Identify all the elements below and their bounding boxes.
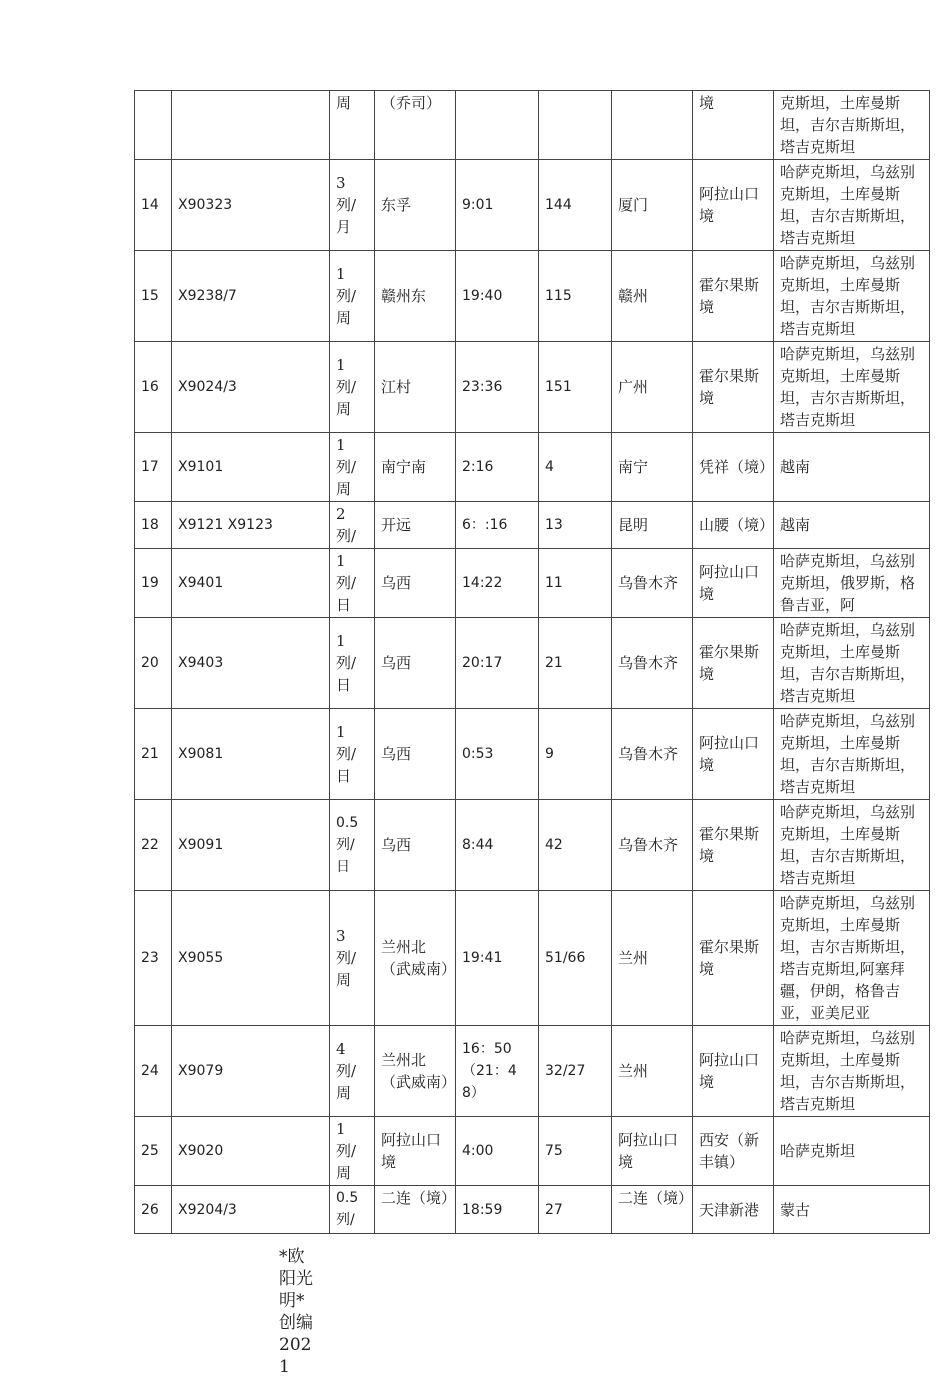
row-number: 26 (135, 1186, 172, 1234)
destination-countries: 哈萨克斯坦，乌兹别克斯坦，土库曼斯坦，吉尔吉斯斯坦，塔吉克斯坦,阿塞拜疆，伊朗，格鲁吉亚，亚美尼亚 (774, 891, 930, 1026)
train-code: X9055 (172, 891, 330, 1026)
travel-time: 27 (539, 1186, 612, 1234)
row-number: 16 (135, 342, 172, 433)
destination-countries: 哈萨克斯坦，乌兹别克斯坦，土库曼斯坦，吉尔吉斯斯坦，塔吉克斯坦 (774, 160, 930, 251)
travel-time: 144 (539, 160, 612, 251)
footer-author-note: *欧阳光明*创编2021 (279, 1247, 313, 1377)
origin-city (612, 91, 693, 160)
travel-time: 9 (539, 709, 612, 800)
exit-port: 天津新港 (693, 1186, 774, 1234)
row-number: 24 (135, 1026, 172, 1117)
train-code: X9204/3 (172, 1186, 330, 1234)
frequency: 1 列/周 (330, 433, 375, 502)
frequency: 1 列/周 (330, 251, 375, 342)
destination-countries: 哈萨克斯坦，乌兹别克斯坦，土库曼斯坦，吉尔吉斯斯坦，塔吉克斯坦 (774, 342, 930, 433)
frequency: 1 列/周 (330, 1117, 375, 1186)
table-row (135, 1117, 930, 1186)
origin-city: 乌鲁木齐 (612, 549, 693, 618)
frequency: 3 列/周 (330, 891, 375, 1026)
row-number: 14 (135, 160, 172, 251)
table-row (135, 549, 930, 618)
travel-time: 32/27 (539, 1026, 612, 1117)
table-row (135, 91, 930, 160)
departure-time: 23:36 (456, 342, 539, 433)
travel-time: 42 (539, 800, 612, 891)
table-row (135, 342, 930, 433)
train-code: X9403 (172, 618, 330, 709)
train-code: X9091 (172, 800, 330, 891)
row-number: 20 (135, 618, 172, 709)
origin-station: 东孚 (375, 160, 456, 251)
travel-time: 75 (539, 1117, 612, 1186)
table-row (135, 1186, 930, 1234)
train-code: X9401 (172, 549, 330, 618)
row-number: 19 (135, 549, 172, 618)
departure-time: 18:59 (456, 1186, 539, 1234)
frequency: 0.5 列/ (330, 1186, 375, 1234)
exit-port: 西安（新丰镇） (693, 1117, 774, 1186)
departure-time: 6：:16 (456, 502, 539, 549)
train-code: X9079 (172, 1026, 330, 1117)
departure-time (456, 91, 539, 160)
departure-time: 14:22 (456, 549, 539, 618)
destination-countries: 哈萨克斯坦，乌兹别克斯坦，土库曼斯坦，吉尔吉斯斯坦，塔吉克斯坦 (774, 1026, 930, 1117)
origin-station: 乌西 (375, 618, 456, 709)
table-row (135, 618, 930, 709)
departure-time: 0:53 (456, 709, 539, 800)
origin-city: 阿拉山口境 (612, 1117, 693, 1186)
row-number: 23 (135, 891, 172, 1026)
row-number: 21 (135, 709, 172, 800)
departure-time: 19:41 (456, 891, 539, 1026)
origin-city: 厦门 (612, 160, 693, 251)
travel-time: 21 (539, 618, 612, 709)
destination-countries: 克斯坦，土库曼斯坦，吉尔吉斯斯坦，塔吉克斯坦 (774, 91, 930, 160)
origin-station: 江村 (375, 342, 456, 433)
row-number: 22 (135, 800, 172, 891)
row-number: 17 (135, 433, 172, 502)
destination-countries: 哈萨克斯坦，乌兹别克斯坦，土库曼斯坦，吉尔吉斯斯坦，塔吉克斯坦 (774, 251, 930, 342)
table-row (135, 433, 930, 502)
table-row (135, 709, 930, 800)
frequency: 2 列/ (330, 502, 375, 549)
exit-port: 阿拉山口境 (693, 1026, 774, 1117)
departure-time: 16：50（21：48） (456, 1026, 539, 1117)
origin-station: 兰州北（武威南） (375, 891, 456, 1026)
destination-countries: 蒙古 (774, 1186, 930, 1234)
origin-city: 赣州 (612, 251, 693, 342)
origin-city: 兰州 (612, 891, 693, 1026)
origin-station: 乌西 (375, 549, 456, 618)
row-number: 18 (135, 502, 172, 549)
train-code: X9121 X9123 (172, 502, 330, 549)
origin-station: 二连（境） (375, 1186, 456, 1234)
table-row (135, 160, 930, 251)
row-number (135, 91, 172, 160)
origin-station: 兰州北（武威南） (375, 1026, 456, 1117)
origin-station: 南宁南 (375, 433, 456, 502)
origin-city: 南宁 (612, 433, 693, 502)
origin-station: 阿拉山口境 (375, 1117, 456, 1186)
origin-city: 乌鲁木齐 (612, 800, 693, 891)
row-number: 25 (135, 1117, 172, 1186)
departure-time: 8:44 (456, 800, 539, 891)
origin-city: 广州 (612, 342, 693, 433)
train-code: X9020 (172, 1117, 330, 1186)
frequency: 3 列/月 (330, 160, 375, 251)
table-row (135, 891, 930, 1026)
row-number: 15 (135, 251, 172, 342)
frequency: 1 列/周 (330, 342, 375, 433)
origin-station: 开远 (375, 502, 456, 549)
travel-time: 115 (539, 251, 612, 342)
train-code: X9101 (172, 433, 330, 502)
table-row (135, 251, 930, 342)
table-row (135, 800, 930, 891)
destination-countries: 哈萨克斯坦，乌兹别克斯坦，俄罗斯，格鲁吉亚，阿 (774, 549, 930, 618)
departure-time: 2:16 (456, 433, 539, 502)
destination-countries: 哈萨克斯坦，乌兹别克斯坦，土库曼斯坦，吉尔吉斯斯坦，塔吉克斯坦 (774, 709, 930, 800)
train-code: X9238/7 (172, 251, 330, 342)
frequency: 1 列/日 (330, 709, 375, 800)
destination-countries: 哈萨克斯坦 (774, 1117, 930, 1186)
frequency: 4 列/周 (330, 1026, 375, 1117)
origin-city: 乌鲁木齐 (612, 709, 693, 800)
frequency: 1 列/日 (330, 549, 375, 618)
departure-time: 20:17 (456, 618, 539, 709)
exit-port: 境 (693, 91, 774, 160)
destination-countries: 哈萨克斯坦，乌兹别克斯坦，土库曼斯坦，吉尔吉斯斯坦，塔吉克斯坦 (774, 800, 930, 891)
destination-countries: 越南 (774, 502, 930, 549)
exit-port: 凭祥（境） (693, 433, 774, 502)
origin-station: 乌西 (375, 709, 456, 800)
exit-port: 霍尔果斯境 (693, 618, 774, 709)
travel-time: 11 (539, 549, 612, 618)
travel-time: 13 (539, 502, 612, 549)
origin-station: 乌西 (375, 800, 456, 891)
exit-port: 霍尔果斯境 (693, 342, 774, 433)
departure-time: 9:01 (456, 160, 539, 251)
travel-time: 151 (539, 342, 612, 433)
table-row (135, 1026, 930, 1117)
origin-city: 二连（境） (612, 1186, 693, 1234)
origin-city: 兰州 (612, 1026, 693, 1117)
train-code: X9081 (172, 709, 330, 800)
destination-countries: 哈萨克斯坦，乌兹别克斯坦，土库曼斯坦，吉尔吉斯斯坦，塔吉克斯坦 (774, 618, 930, 709)
frequency: 周 (330, 91, 375, 160)
train-code: X90323 (172, 160, 330, 251)
train-schedule-table (134, 90, 930, 1234)
origin-station: （乔司） (375, 91, 456, 160)
origin-station: 赣州东 (375, 251, 456, 342)
travel-time (539, 91, 612, 160)
train-code: X9024/3 (172, 342, 330, 433)
destination-countries: 越南 (774, 433, 930, 502)
travel-time: 4 (539, 433, 612, 502)
travel-time: 51/66 (539, 891, 612, 1026)
departure-time: 4:00 (456, 1117, 539, 1186)
exit-port: 霍尔果斯境 (693, 891, 774, 1026)
origin-city: 乌鲁木齐 (612, 618, 693, 709)
exit-port: 阿拉山口境 (693, 549, 774, 618)
exit-port: 霍尔果斯境 (693, 800, 774, 891)
table-row (135, 502, 930, 549)
exit-port: 阿拉山口境 (693, 709, 774, 800)
train-schedule-table-container (134, 90, 929, 1228)
origin-city: 昆明 (612, 502, 693, 549)
frequency: 1 列/日 (330, 618, 375, 709)
exit-port: 阿拉山口境 (693, 160, 774, 251)
frequency: 0.5 列/日 (330, 800, 375, 891)
exit-port: 山腰（境） (693, 502, 774, 549)
train-code (172, 91, 330, 160)
departure-time: 19:40 (456, 251, 539, 342)
exit-port: 霍尔果斯境 (693, 251, 774, 342)
